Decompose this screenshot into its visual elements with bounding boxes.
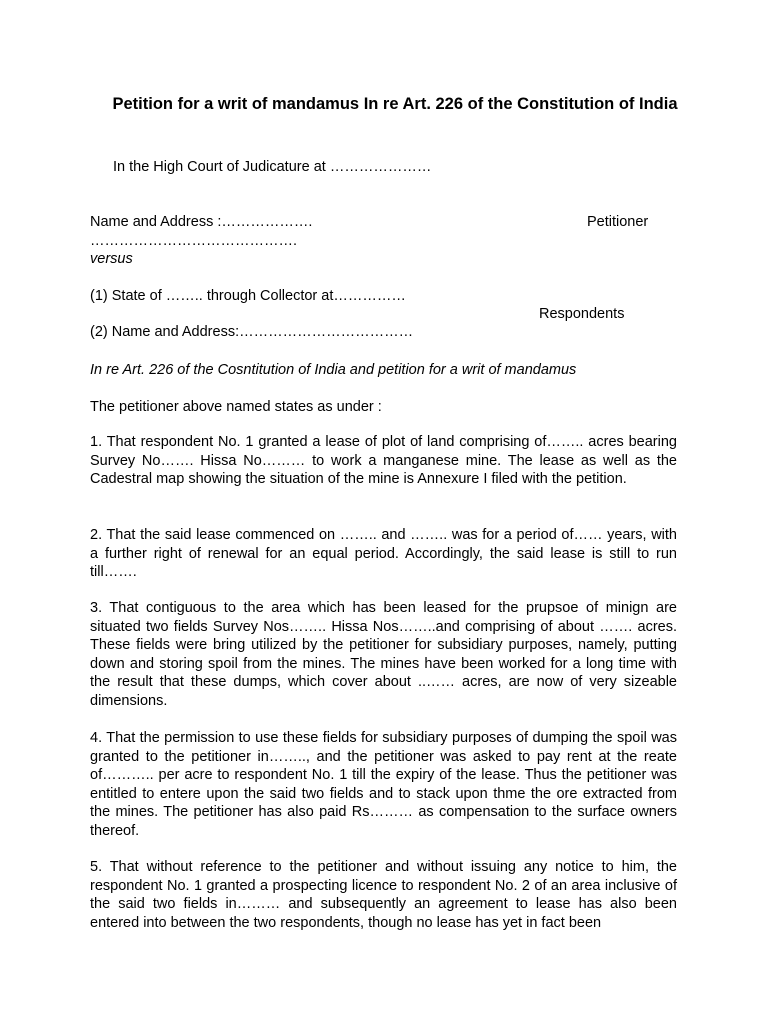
petitioner-dots: ……………………………………. bbox=[90, 233, 298, 249]
respondents-role-label: Respondents bbox=[539, 306, 625, 322]
petitioner-name-address: Name and Address :………………. bbox=[90, 214, 313, 230]
intro-line: The petitioner above named states as under : bbox=[90, 399, 382, 415]
paragraph-2: 2. That the said lease commenced on …….. and …….. was for a period of…… years, with a further right of renewal for an equal period. Accordingly, the said lease is still to run till……. bbox=[90, 527, 677, 580]
respondent-1-line: (1) State of …….. through Collector at…………… bbox=[90, 288, 406, 304]
subject-line: In re Art. 226 of the Cosntitution of India and petition for a writ of mandamus bbox=[90, 362, 577, 378]
paragraph-3: 3. That contiguous to the area which has been leased for the prupsoe of minign are situated two fields Survey Nos…….. Hissa Nos……..and comprising of about ……. acres. These fields were bring utilized by the petitioner for subsidiary purposes, namely, putting down and storing spoil from the mines. The mines have been worked for a long time with the result that these dumps, which cover about ..…… acres, are now of very sizeable dimensions. bbox=[90, 600, 677, 709]
court-line: In the High Court of Judicature at ………………… bbox=[113, 159, 432, 175]
respondent-2-line: (2) Name and Address:……………………………… bbox=[90, 324, 414, 340]
paragraph-4: 4. That the permission to use these fields for subsidiary purposes of dumping the spoil was granted to the petitioner in…….., and the petitioner was asked to pay rent at the reate of……….. per acre to respondent No. 1 till the expiry of the lease. Thus the petitioner was entitled to entere upon the said two fields and to stack upon thme the ore extracted from the mines. The petitioner has also paid Rs……… as compensation to the surface owners thereof. bbox=[90, 730, 677, 839]
paragraph-1: 1. That respondent No. 1 granted a lease of plot of land comprising of…….. acres bearing Survey No……. Hissa No……… to work a manganese mine. The lease as well as the Cadestral map showing the situation of the mine is Annexure I filed with the petition. bbox=[90, 434, 677, 487]
petitioner-role-label: Petitioner bbox=[587, 214, 649, 230]
paragraph-5: 5. That without reference to the petitioner and without issuing any notice to him, the respondent No. 1 granted a prospecting licence to respondent No. 2 of an area inclusive of the said two fields in……… and subsequently an agreement to lease has also been entered into between the two respondents, though no lease has yet in fact been bbox=[90, 859, 677, 931]
page-title: Petition for a writ of mandamus In re Art. 226 of the Constitution of India bbox=[112, 95, 678, 113]
versus-label: versus bbox=[90, 251, 133, 267]
